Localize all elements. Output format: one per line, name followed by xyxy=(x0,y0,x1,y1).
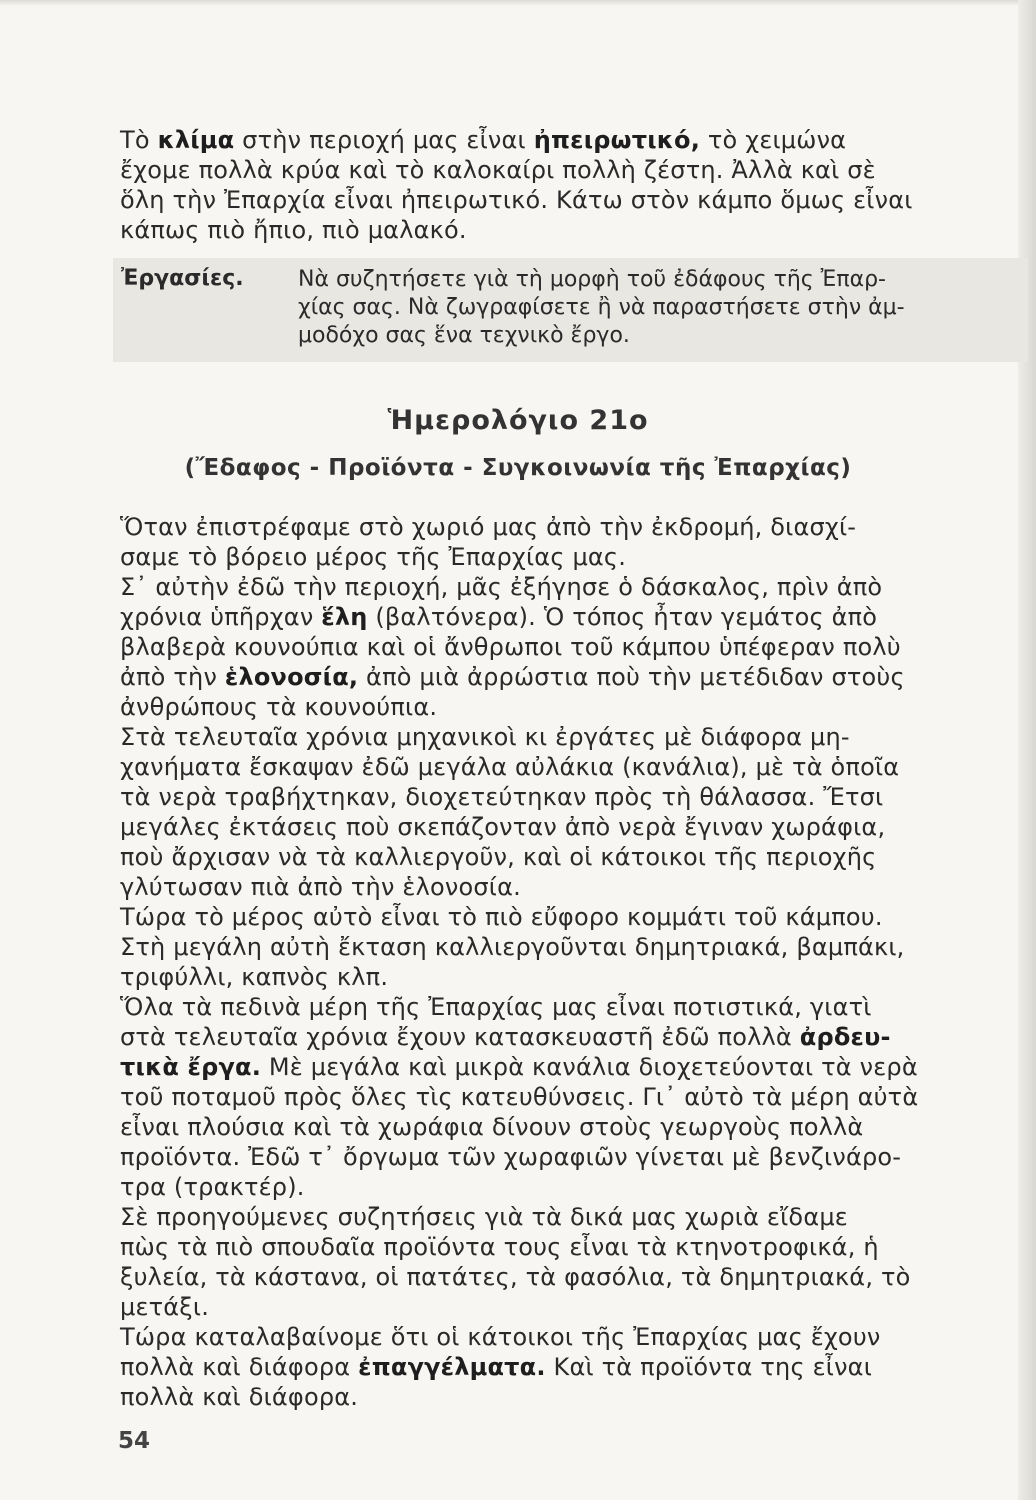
keyword-professions: ἐπαγγέλματα. xyxy=(358,1353,546,1381)
diary-subtitle: (Ἔδαφος - Προϊόντα - Συγκοινωνία τῆς Ἐπαρχίας) xyxy=(184,455,852,481)
text-line: πὼς τὰ πιὸ σπουδαῖα προϊόντα τους εἶναι τὰ κτηνοτροφικά, ἡ xyxy=(120,1233,879,1261)
text-line: τρα (τρακτέρ). xyxy=(120,1173,305,1201)
exercises-box xyxy=(113,258,1028,362)
text-line: ἔχομε πολλὰ κρύα καὶ τὸ καλοκαίρι πολλὴ ζέστη. Ἀλλὰ καὶ σὲ xyxy=(120,156,876,184)
text-line: τριφύλλι, καπνὸς κλπ. xyxy=(120,963,389,991)
keyword-climate: κλίμα xyxy=(157,126,235,154)
page-number: 54 xyxy=(118,1428,151,1454)
exercises-label: Ἐργασίες. xyxy=(121,266,244,291)
text-line: ξυλεία, τὰ κάστανα, οἱ πατάτες, τὰ φασόλια, τὰ δημητριακά, τὸ xyxy=(120,1263,911,1291)
text-line: Στὴ μεγάλη αὐτὴ ἔκταση καλλιεργοῦνται δημητριακά, βαμπάκι, xyxy=(120,933,905,961)
keyword-irrigation: ἀρδευ- xyxy=(799,1023,891,1051)
text-line: ὅλη τὴν Ἐπαρχία εἶναι ἠπειρωτικό. Κάτω στὸν κάμπο ὅμως εἶναι xyxy=(120,186,913,214)
text-line: γλύτωσαν πιὰ ἀπὸ τὴν ἑλονοσία. xyxy=(120,873,521,901)
text-line: χίας σας. Νὰ ζωγραφίσετε ἢ νὰ παραστήσετε στὴν ἀμ- xyxy=(298,295,905,320)
text-line: βλαβερὰ κουνούπια καὶ οἱ ἄνθρωποι τοῦ κάμπου ὑπέφεραν πολὺ xyxy=(120,633,901,661)
text-line: Στὰ τελευταῖα χρόνια μηχανικοὶ κι ἐργάτες μὲ διάφορα μη- xyxy=(120,723,850,751)
text-line: Σὲ προηγούμενες συζητήσεις γιὰ τὰ δικά μας χωριὰ εἴδαμε xyxy=(120,1203,848,1231)
text-line: ἀπὸ τὴν ἑλονοσία, ἀπὸ μιὰ ἀρρώστια ποὺ τὴν μετέδιδαν στοὺς xyxy=(120,663,905,691)
keyword-marshes: ἕλη xyxy=(321,603,368,631)
text-line: προϊόντα. Ἐδῶ τ᾽ ὄργωμα τῶν χωραφιῶν γίνεται μὲ βενζινάρο- xyxy=(120,1143,902,1171)
text-line: σαμε τὸ βόρειο μέρος τῆς Ἐπαρχίας μας. xyxy=(120,543,627,571)
text-line: κάπως πιὸ ἤπιο, πιὸ μαλακό. xyxy=(120,216,467,244)
text-line: πολλὰ καὶ διάφορα ἐπαγγέλματα. Καὶ τὰ προϊόντα της εἶναι xyxy=(120,1353,873,1381)
text-line: ποὺ ἄρχισαν νὰ τὰ καλλιεργοῦν, καὶ οἱ κάτοικοι τῆς περιοχῆς xyxy=(120,843,877,871)
page-top-shadow xyxy=(0,0,1036,6)
text-line: μοδόχο σας ἕνα τεχνικὸ ἔργο. xyxy=(298,323,630,348)
text-line: Τὸ κλίμα στὴν περιοχή μας εἶναι ἠπειρωτικό, τὸ χειμώνα xyxy=(120,126,847,154)
text-line: Τώρα τὸ μέρος αὐτὸ εἶναι τὸ πιὸ εὔφορο κομμάτι τοῦ κάμπου. xyxy=(120,903,883,931)
text-line: πολλὰ καὶ διάφορα. xyxy=(120,1383,359,1411)
text-line: τικὰ ἔργα. Μὲ μεγάλα καὶ μικρὰ κανάλια διοχετεύονται τὰ νερὰ xyxy=(120,1053,918,1081)
text-line: μεγάλες ἐκτάσεις ποὺ σκεπάζονταν ἀπὸ νερὰ ἔγιναν χωράφια, xyxy=(120,813,886,841)
text-line: στὰ τελευταῖα χρόνια ἔχουν κατασκευαστῆ ἐδῶ πολλὰ ἀρδευ- xyxy=(120,1023,891,1051)
text-line: Τώρα καταλαβαίνομε ὅτι οἱ κάτοικοι τῆς Ἐπαρχίας μας ἔχουν xyxy=(120,1323,881,1351)
keyword-malaria: ἑλονοσία, xyxy=(224,663,359,691)
text-line: χανήματα ἔσκαψαν ἐδῶ μεγάλα αὐλάκια (κανάλια), μὲ τὰ ὁποῖα xyxy=(120,753,900,781)
text-line: ἀνθρώπους τὰ κουνούπια. xyxy=(120,693,438,721)
text-line: μετάξι. xyxy=(120,1293,210,1321)
text-line: Ὅλα τὰ πεδινὰ μέρη τῆς Ἐπαρχίας μας εἶναι ποτιστικά, γιατὶ xyxy=(120,993,872,1021)
keyword-continental: ἠπειρωτικό, xyxy=(533,126,701,154)
text-line: τοῦ ποταμοῦ πρὸς ὅλες τὶς κατευθύνσεις. Γι᾽ αὐτὸ τὰ μέρη αὐτὰ xyxy=(120,1083,919,1111)
intro-paragraph xyxy=(120,125,1025,245)
text-line: χρόνια ὑπῆρχαν ἕλη (βαλτόνερα). Ὁ τόπος ἦταν γεμάτος ἀπὸ xyxy=(120,603,878,631)
text-line: Ὅταν ἐπιστρέφαμε στὸ χωριό μας ἀπὸ τὴν ἐκδρομή, διασχί- xyxy=(120,513,857,541)
diary-title: Ἡμερολόγιο 21ο xyxy=(387,405,649,436)
text-line: τὰ νερὰ τραβήχτηκαν, διοχετεύτηκαν πρὸς τὴ θάλασσα. Ἔτσι xyxy=(120,783,884,811)
text-line: Νὰ συζητήσετε γιὰ τὴ μορφὴ τοῦ ἐδάφους τῆς Ἐπαρ- xyxy=(298,267,886,292)
text-line: Σ᾽ αὐτὴν ἐδῶ τὴν περιοχή, μᾶς ἐξήγησε ὁ δάσκαλος, πρὶν ἀπὸ xyxy=(120,573,883,601)
exercises-text xyxy=(298,266,1013,350)
keyword-works: τικὰ ἔργα. xyxy=(120,1053,262,1081)
body-text xyxy=(120,512,1025,1412)
text-line: εἶναι πλούσια καὶ τὰ χωράφια δίνουν στοὺς γεωργοὺς πολλὰ xyxy=(120,1113,864,1141)
